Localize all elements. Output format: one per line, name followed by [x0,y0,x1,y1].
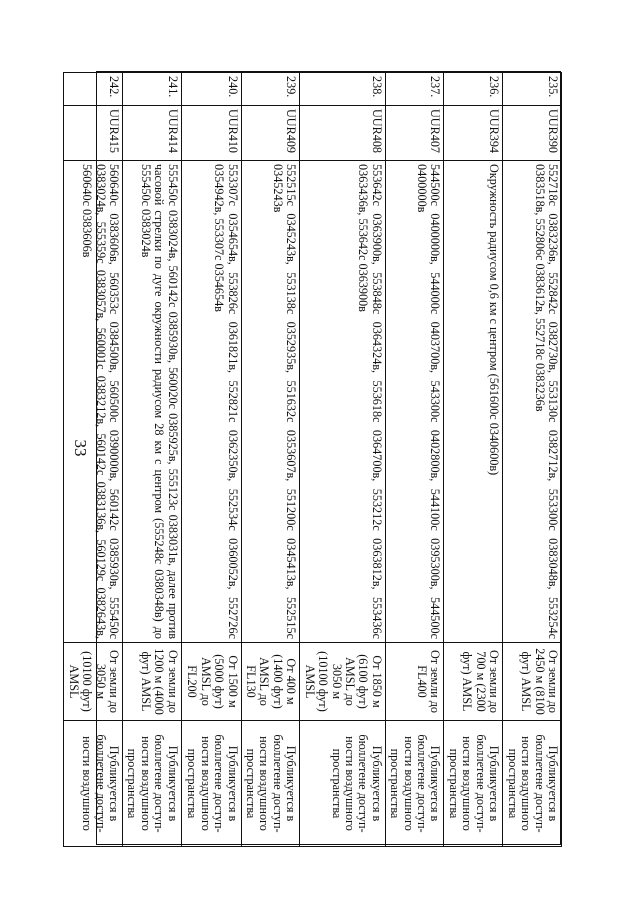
airspace-table-rotated [66,72,562,846]
table-row [444,73,503,847]
zone-publication: Публикуется в бюллетене доступ-ности воздушного пространства [123,721,182,847]
zone-altitude: От земли до 2450 м (8100 фут) AMSL [503,643,562,721]
zone-altitude: От земли до FL400 [385,643,444,721]
zone-altitude: От 1500 м (5000 фут) AMSL до FL200 [181,643,241,721]
table-row [181,73,241,847]
zone-publication: Публикуется в бюллетене доступ-ности воздушного [64,721,123,847]
zone-altitude: От земли до 3050 м (10100 фут) AMSL [64,643,123,721]
table-row [300,73,385,847]
row-number: 239. [241,73,300,106]
zone-coordinates: 552515с 0345243в, 553138с 0352935в, 551632с 0353607в, 551200с 0345413в, 552515с 0345243в [241,161,300,643]
zone-publication: Публикуется в бюллетене доступ-ности воздушного пространства [444,721,503,847]
zone-publication: Публикуется в бюллетене доступ-ности воздушного пространства [300,721,385,847]
zone-coordinates: 553307с 0354654в, 553826с 0361821в, 552821с 0362350в, 552534с 0360052в, 552726с 0354942в, 553307с 0354654в [181,161,241,643]
zone-code: UUR407 [385,106,444,161]
zone-coordinates: 555450с 0383024в, 560142с 0385930в, 560020с 0385925в, 555123с 0383031в, далее против часовой стрелки по дуге окружности радиусом 28 км с центром (555248с 0380348в) до 555450с 0383024в [123,161,182,643]
row-number: 242. [64,73,123,106]
row-number: 238. [300,73,385,106]
zone-code: UUR408 [300,106,385,161]
zone-altitude: От 1850 м (6100 фут) AMSL до 3050 м (10100 фут) AMSL [300,643,385,721]
row-number: 235. [503,73,562,106]
zone-code: UUR414 [123,106,182,161]
zone-code: UUR415 [64,106,123,161]
row-number: 237. [385,73,444,106]
zone-code: UUR409 [241,106,300,161]
row-number: 241. [123,73,182,106]
table-row [241,73,300,847]
page-number: 33 [71,439,90,457]
zone-altitude: От земли до 1200 м (4000 фут) AMSL [123,643,182,721]
zone-publication: Публикуется в бюллетене доступ-ности воздушного пространства [241,721,300,847]
zone-publication: Публикуется в бюллетене доступ-ности воздушного пространства [181,721,241,847]
zone-coordinates: 553642с 0363900в, 553848с 0364324в, 553618с 0364700в, 553212с 0363812в, 553436с 0363436в, 553642с 0363900в [300,161,385,643]
zone-altitude: От земли до 700 м (2300 фут) AMSL [444,643,503,721]
row-number: 240. [181,73,241,106]
zone-coordinates: 544500с 0400000в, 544000с 0403700в, 543300с 0402800в, 544100с 0395300в, 544500с 0400000в [385,161,444,643]
airspace-table [63,72,562,847]
table-row [64,73,123,847]
zone-code: UUR390 [503,106,562,161]
zone-publication: Публикуется в бюллетене доступ-ности воздушного пространства [385,721,444,847]
row-number: 236. [444,73,503,106]
table-row [123,73,182,847]
zone-coordinates: Окружность радиусом 0,6 км с центром (561600с 0340600в) [444,161,503,643]
zone-altitude: От 400 м (1400 фут) AMSL до FL130 [241,643,300,721]
zone-coordinates: 552718с 0383236в, 552842с 0382730в, 553130с 0382712в, 553300с 0383048в, 553254с 0383518в, 552806с 0383612в, 552718с 0383236в [503,161,562,643]
zone-coordinates: 560640с 0383606в, 560353с 0384500в, 560500с 0390000в, 560142с 0385930в, 555450с 0383024в, 555359с 0383057в, 560001с 0383212в, 560142с 0383136в, 560129с 0382643в, 560640с 0383606в [64,161,123,643]
table-row [385,73,444,847]
zone-publication: Публикуется в бюллетене доступ-ности воздушного пространства [503,721,562,847]
zone-code: UUR394 [444,106,503,161]
table-row [503,73,562,847]
airspace-table-frame [66,71,561,845]
zone-code: UUR410 [181,106,241,161]
